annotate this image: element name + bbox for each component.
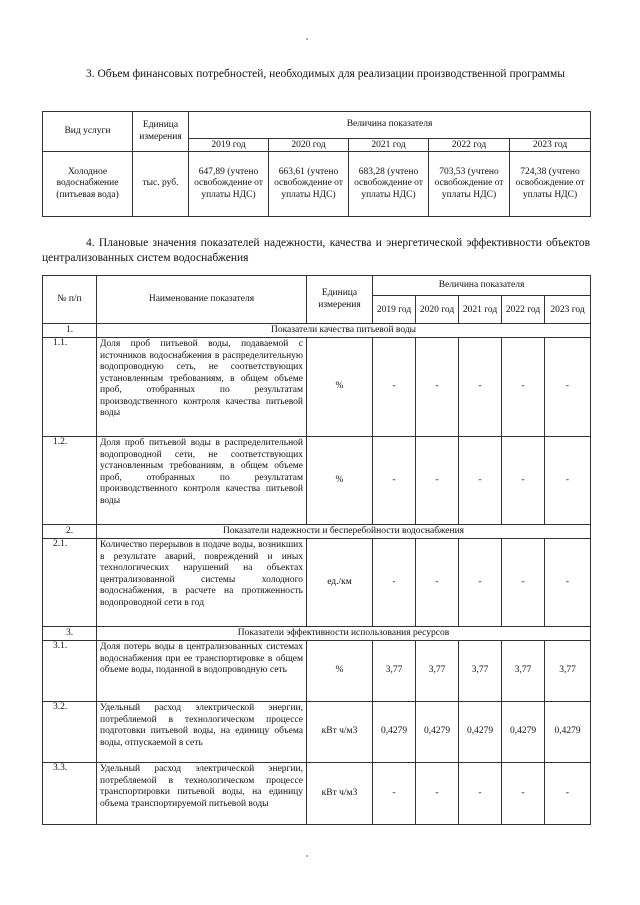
row-num: 1.2. (43, 437, 97, 525)
value-cell: 703,53 (учтено освобождение от уплаты НДС) (429, 152, 510, 217)
unit-cell: кВт ч/м3 (307, 763, 373, 825)
value-cell: 683,28 (учтено освобождение от уплаты НДС) (349, 152, 429, 217)
value-cell: 0,4279 (502, 702, 545, 763)
table-row (43, 641, 591, 702)
section-title: Показатели качества питьевой воды (97, 324, 591, 338)
col-unit-header: Единица измерения (133, 112, 189, 152)
indicator-name: Доля потерь воды в централизованных системах водоснабжения при ее транспортировке в общем объеме воды, поданной в водопроводную сеть (97, 641, 307, 702)
value-cell: - (373, 437, 416, 525)
value-cell: 663,61 (учтено освобождение от уплаты НДС) (269, 152, 349, 217)
value-cell: - (545, 763, 591, 825)
value-cell: 0,4279 (416, 702, 459, 763)
value-cell: 0,4279 (545, 702, 591, 763)
unit-cell: % (307, 641, 373, 702)
table-row (43, 152, 591, 217)
unit-cell: ед./км (307, 539, 373, 627)
table-row (43, 702, 591, 763)
year-header: 2023 год (510, 139, 591, 152)
section-row (43, 525, 591, 539)
value-cell: - (416, 338, 459, 437)
value-cell: - (416, 539, 459, 627)
value-cell: - (373, 763, 416, 825)
value-cell: 3,77 (459, 641, 502, 702)
section-num: 3. (43, 627, 97, 641)
value-cell: 3,77 (502, 641, 545, 702)
row-num: 3.2. (43, 702, 97, 763)
value-cell: - (373, 539, 416, 627)
value-cell: - (416, 763, 459, 825)
row-num: 3.1. (43, 641, 97, 702)
value-cell: 3,77 (373, 641, 416, 702)
unit-cell: тыс. руб. (133, 152, 189, 217)
value-cell: - (502, 338, 545, 437)
table-row (43, 539, 591, 627)
value-cell: - (373, 338, 416, 437)
row-num: 2.1. (43, 539, 97, 627)
value-cell: 0,4279 (459, 702, 502, 763)
value-cell: - (545, 437, 591, 525)
section-4-heading: 4. Плановые значения показателей надежности, качества и энергетической эффективности объектов централизованных систем водоснабжения (42, 237, 590, 264)
table-row (43, 763, 591, 825)
indicator-name: Доля проб питьевой воды в распределительной водопроводной сети, не соответствующих установленным требованиям, в общем объеме проб, отобранных по результатам производственного контроля качества питьевой воды (97, 437, 307, 525)
value-cell: - (545, 539, 591, 627)
value-cell: 647,89 (учтено освобождение от уплаты НДС) (189, 152, 269, 217)
value-cell: - (459, 763, 502, 825)
value-cell: 3,77 (416, 641, 459, 702)
year-header: 2023 год (545, 296, 591, 324)
year-header: 2021 год (459, 296, 502, 324)
section-title: Показатели эффективности использования ресурсов (97, 627, 591, 641)
col-value-header: Величина показателя (189, 112, 591, 139)
col-name-header: Наименование показателя (97, 276, 307, 324)
section-num: 1. (43, 324, 97, 338)
row-num: 3.3. (43, 763, 97, 825)
col-value-header: Величина показателя (373, 276, 591, 296)
year-header: 2022 год (502, 296, 545, 324)
year-header: 2022 год (429, 139, 510, 152)
value-cell: - (502, 437, 545, 525)
year-header: 2020 год (269, 139, 349, 152)
section-row (43, 627, 591, 641)
value-cell: 3,77 (545, 641, 591, 702)
financial-needs-table (42, 111, 591, 217)
value-cell: - (545, 338, 591, 437)
indicator-name: Доля проб питьевой воды, подаваемой с источников водоснабжения в распределительную водопроводную сеть, не соответствующих установленным требованиям, в общем объеме проб, отобранных по результатам производственного контроля качества питьевой воды (97, 338, 307, 437)
value-cell: 724,38 (учтено освобождение от уплаты НДС) (510, 152, 591, 217)
value-cell: - (502, 763, 545, 825)
value-cell: - (459, 539, 502, 627)
indicator-name: Удельный расход электрической энергии, потребляемой в технологическом процессе подготовки питьевой воды, на единицу объема воды, отпускаемой в сеть (97, 702, 307, 763)
indicator-name: Удельный расход электрической энергии, потребляемой в технологическом процессе транспортировки питьевой воды, на единицу объема транспортируемой питьевой воды (97, 763, 307, 825)
col-service-header: Вид услуги (43, 112, 133, 152)
section-3-heading: 3. Объем финансовых потребностей, необходимых для реализации производственной программы (86, 68, 565, 80)
unit-cell: % (307, 338, 373, 437)
section-num: 2. (43, 525, 97, 539)
value-cell: - (459, 437, 502, 525)
value-cell: - (502, 539, 545, 627)
indicators-table (42, 275, 591, 825)
section-title: Показатели надежности и бесперебойности водоснабжения (97, 525, 591, 539)
year-header: 2019 год (189, 139, 269, 152)
scan-dot (306, 38, 308, 40)
scan-dot (306, 855, 308, 857)
service-cell: Холодное водоснабжение (питьевая вода) (43, 152, 133, 217)
table-row (43, 338, 591, 437)
value-cell: - (459, 338, 502, 437)
year-header: 2021 год (349, 139, 429, 152)
table-row (43, 437, 591, 525)
year-header: 2020 год (416, 296, 459, 324)
col-num-header: № п/п (43, 276, 97, 324)
unit-cell: кВт ч/м3 (307, 702, 373, 763)
value-cell: - (416, 437, 459, 525)
value-cell: 0,4279 (373, 702, 416, 763)
section-row (43, 324, 591, 338)
row-num: 1.1. (43, 338, 97, 437)
indicator-name: Количество перерывов в подаче воды, возникших в результате аварий, повреждений и иных технологических нарушений на объектах централизованной системы холодного водоснабжения, в расчете на протяженность водопроводной сети в год (97, 539, 307, 627)
unit-cell: % (307, 437, 373, 525)
year-header: 2019 год (373, 296, 416, 324)
col-unit-header: Единица измерения (307, 276, 373, 324)
